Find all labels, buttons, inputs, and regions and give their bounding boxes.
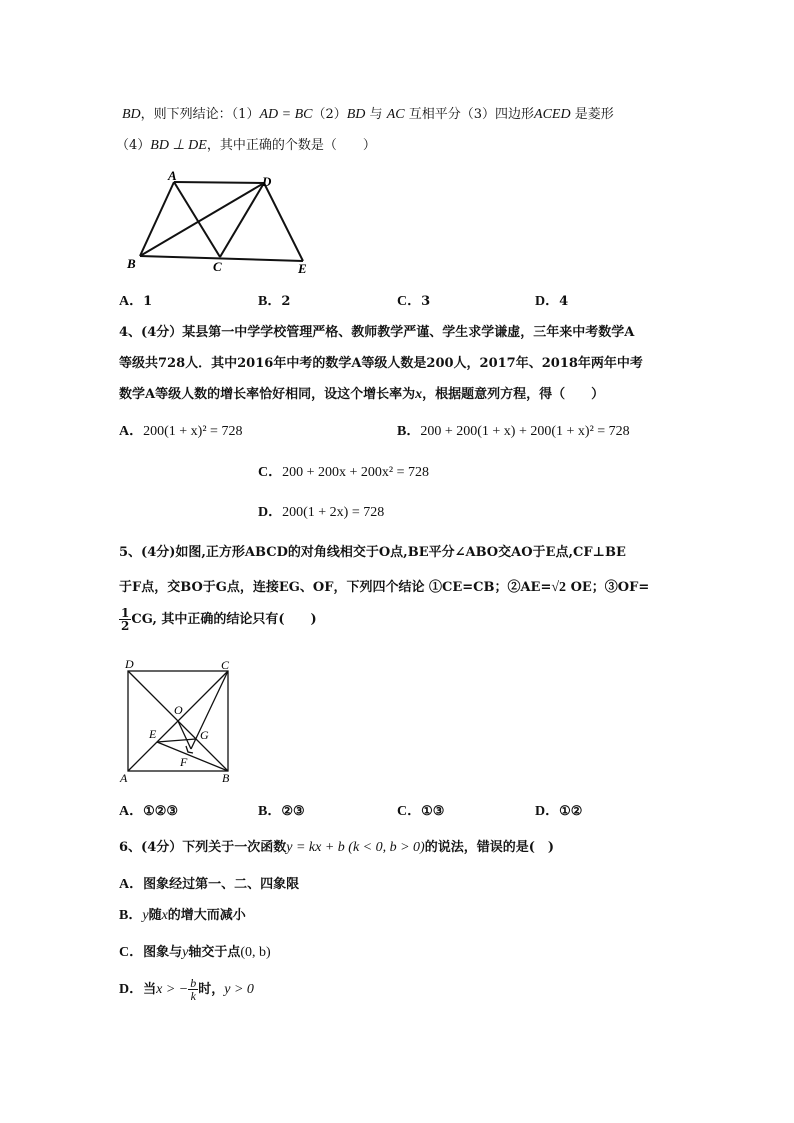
segment-eg <box>157 739 196 742</box>
q3-c4: BD ⊥ DE <box>150 138 207 153</box>
segment-of <box>178 721 191 749</box>
q6-option-c: C．图象与y轴交于点(0, b) <box>119 945 271 960</box>
segment-cf <box>191 671 228 749</box>
label-f: F <box>180 755 188 769</box>
q6-option-b: B．y随x的增大而减小 <box>119 908 246 923</box>
q5-option-c: C．①③ <box>397 804 445 819</box>
label-d: D <box>125 657 134 671</box>
q6-function: y = kx + b (k < 0, b > 0) <box>286 840 425 855</box>
q3-c2b: AC <box>386 107 405 122</box>
q5-line3: $\frac{1}{2}$ CG, 其中正确的结论只有( ) <box>121 606 317 633</box>
q5-option-b: B．②③ <box>258 804 305 819</box>
sqrt-2: √2 <box>551 580 567 595</box>
label-a: A <box>120 771 128 785</box>
q4-line1: 4、(4分）某县第一中学学校管理严格、教师教学严谨、学生求学谦虚，三年来中考数学A <box>119 325 635 340</box>
label-b: B <box>222 771 230 785</box>
q3-option-b: B．2 <box>258 294 291 309</box>
q4-option-c: C．200 + 200x + 200x² = 728 <box>258 465 430 480</box>
q3-figure <box>118 168 328 276</box>
q3-c1: AD = BC <box>259 107 313 122</box>
q3-c3: ACED <box>534 107 571 122</box>
q4-option-a: A．200(1 + x)² = 728 <box>119 424 243 439</box>
label-a: A <box>168 168 177 183</box>
segment-de <box>264 183 303 261</box>
q5-option-d: D．①② <box>535 804 583 819</box>
segment-dc <box>220 183 264 257</box>
segment-ac <box>174 182 220 257</box>
fraction-b-over-k: $\frac{b}{k}$ <box>190 976 197 1003</box>
var-x: x <box>415 387 423 402</box>
label-e: E <box>298 261 307 276</box>
label-c: C <box>221 658 230 672</box>
q3-text: ，则下列结论：（1） <box>140 107 260 122</box>
q6-option-a: A．图象经过第一、二、四象限 <box>119 877 300 892</box>
q6-stem: 6、(4分）下列关于一次函数y = kx + b (k < 0, b > 0)的说法，错误的是( ) <box>119 840 555 855</box>
q3-option-a: A．1 <box>119 294 153 309</box>
q3-line1 <box>122 103 614 123</box>
label-e: E <box>149 727 157 741</box>
q5-option-a: A．①②③ <box>119 804 179 819</box>
q3-option-d: D．4 <box>535 294 569 309</box>
label-o: O <box>174 703 183 717</box>
q5-figure <box>118 656 248 786</box>
label-c: C <box>213 259 222 274</box>
label-d: D <box>262 174 272 189</box>
q3-text: （2） <box>312 107 347 122</box>
segment-ad <box>174 182 264 183</box>
q4-line2: 等级共728人．其中2016年中考的数学A等级人数是200人，2017年、2018年两年中考 <box>119 356 643 371</box>
q3-text: ，其中正确的个数是（ ） <box>206 138 376 153</box>
q5-line2: 于F点，交BO于G点，连接EG、OF，下列四个结论 ①CE=CB；②AE=√2 OE；③OF= <box>119 580 650 595</box>
q3-line2 <box>116 134 376 154</box>
q3-text: 互相平分（3）四边形 <box>408 107 535 122</box>
q4-line3: 数学A等级人数的增长率恰好相同，设这个增长率为x，根据题意列方程，得（ ） <box>119 387 605 402</box>
q3-option-c: C．3 <box>397 294 431 309</box>
q3-c2a: BD <box>346 107 366 122</box>
q4-option-d: D．200(1 + 2x) = 728 <box>258 505 385 520</box>
q6-option-d: D．当x > − $\frac{b}{k}$ 时，y > 0 <box>119 976 254 1003</box>
q3-text: 与 <box>369 107 383 122</box>
label-g: G <box>200 728 209 742</box>
q3-bd: BD <box>122 107 141 122</box>
label-b: B <box>127 256 136 271</box>
segment-bd <box>140 183 264 256</box>
fraction-half: $\frac{1}{2}$ <box>121 606 130 633</box>
q3-text: 是菱形 <box>574 107 614 122</box>
q3-text: （4） <box>116 138 151 153</box>
q5-line1: 5、(4分)如图,正方形ABCD的对角线相交于O点,BE平分∠ABO交AO于E点,CF⊥BE <box>119 545 626 560</box>
q4-option-b: B．200 + 200(1 + x) + 200(1 + x)² = 728 <box>397 424 630 439</box>
